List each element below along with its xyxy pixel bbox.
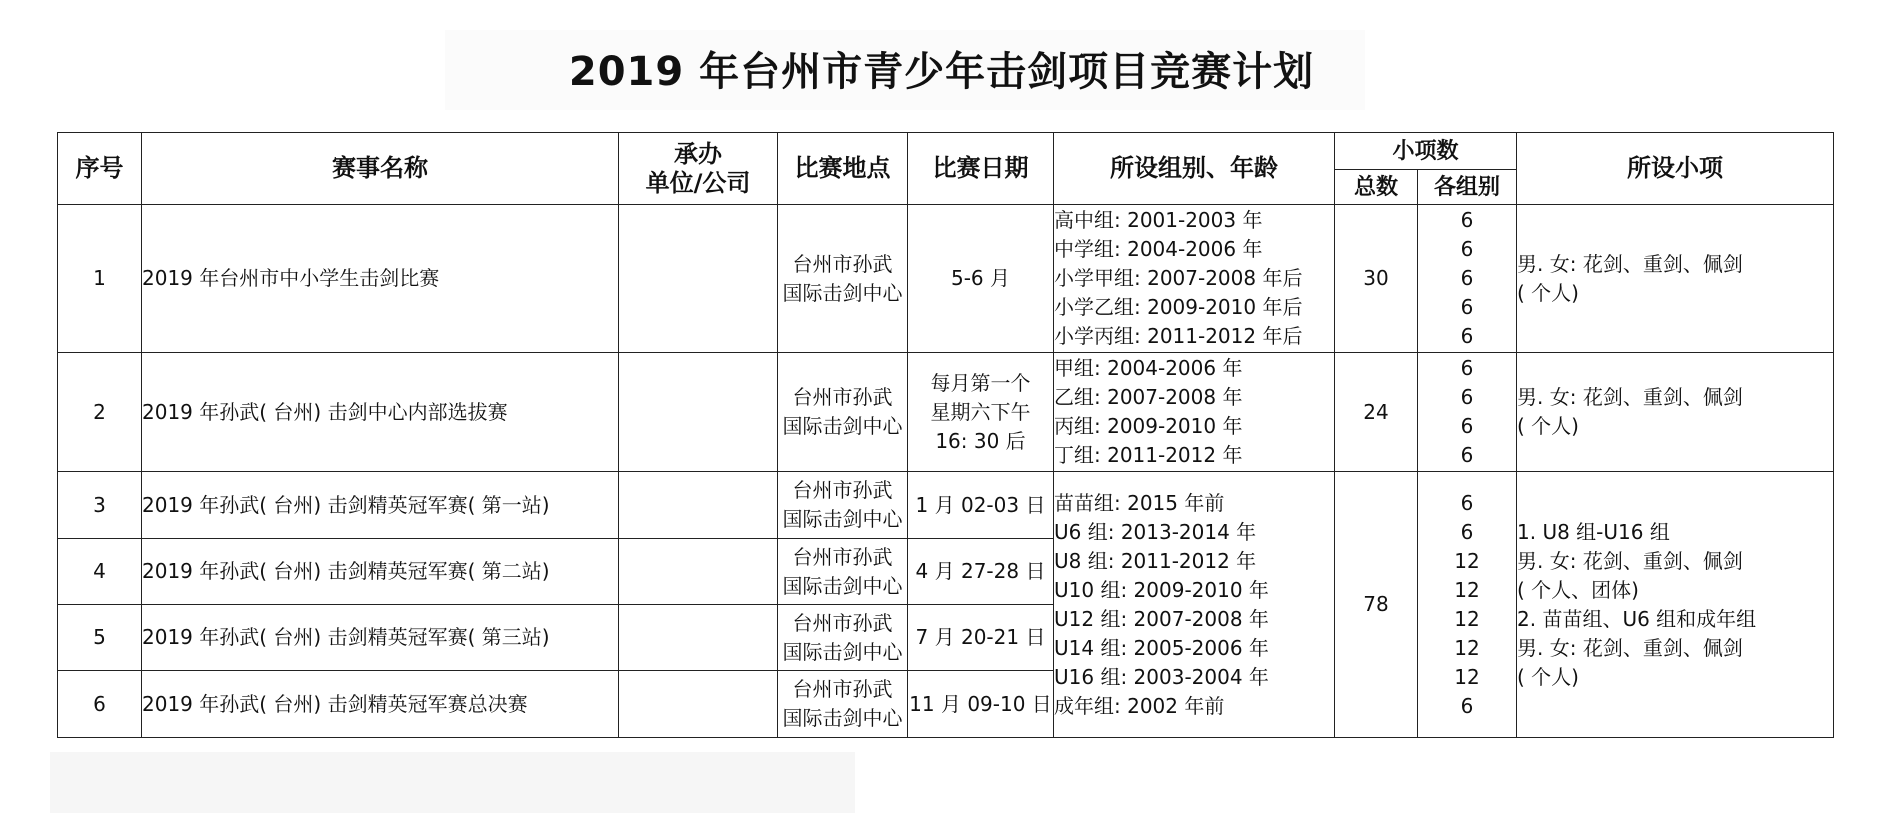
venue-line: 国际击剑中心 [782, 573, 903, 598]
per-group-count: 12 [1454, 577, 1480, 602]
table-row [58, 205, 1834, 353]
groups-cell [1054, 472, 1335, 738]
age-group-line: 苗苗组: 2015 年前 [1054, 490, 1225, 515]
items-cell [1517, 353, 1834, 472]
age-group-line: U10 组: 2009-2010 年 [1054, 577, 1269, 602]
groups-cell [1054, 205, 1335, 353]
header-row [58, 133, 1834, 170]
per-group-count: 6 [1460, 237, 1474, 261]
age-group-line: U12 组: 2007-2008 年 [1054, 606, 1269, 631]
per-group-count: 6 [1460, 693, 1474, 718]
header-groups-ages: 所设组别、年龄 [1054, 133, 1335, 205]
seq-cell: 2 [58, 353, 142, 472]
venue-line: 台州市孙武 [792, 478, 893, 502]
age-group-line: 乙组: 2007-2008 年 [1054, 385, 1243, 409]
item-line: ( 个人) [1517, 280, 1579, 305]
header-date: 比赛日期 [908, 133, 1054, 205]
header-organizer-line2: 单位/公司 [645, 168, 751, 197]
venue-cell [778, 539, 908, 605]
table-row [58, 472, 1834, 539]
header-seq: 序号 [58, 133, 142, 205]
venue-cell [778, 605, 908, 671]
total-cell: 24 [1335, 353, 1418, 472]
organizer-cell [619, 472, 778, 539]
date-cell: 4 月 27-28 日 [908, 539, 1054, 605]
age-group-line: U14 组: 2005-2006 年 [1054, 635, 1269, 660]
age-group-line: 成年组: 2002 年前 [1054, 693, 1225, 718]
date-cell: 7 月 20-21 日 [908, 605, 1054, 671]
item-line: 1. U8 组-U16 组 [1517, 519, 1670, 544]
per-group-cell [1418, 472, 1517, 738]
venue-cell [778, 671, 908, 738]
age-group-line: U16 组: 2003-2004 年 [1054, 664, 1269, 689]
item-line: 男. 女: 花剑、重剑、佩剑 [1517, 251, 1743, 276]
per-group-cell [1418, 205, 1517, 353]
date-cell: 5-6 月 [908, 205, 1054, 353]
header-items: 所设小项 [1517, 133, 1834, 205]
item-line: 男. 女: 花剑、重剑、佩剑 [1517, 635, 1743, 660]
age-group-line: 中学组: 2004-2006 年 [1054, 237, 1263, 261]
item-line: 2. 苗苗组、U6 组和成年组 [1517, 606, 1757, 631]
header-sub-item-count: 小项数 [1335, 133, 1517, 170]
age-group-line: 丁组: 2011-2012 年 [1054, 443, 1243, 467]
per-group-count: 6 [1460, 414, 1474, 438]
age-group-line: 小学甲组: 2007-2008 年后 [1054, 266, 1303, 290]
venue-cell [778, 353, 908, 472]
age-group-line: 高中组: 2001-2003 年 [1054, 208, 1263, 232]
scan-shade [50, 752, 855, 813]
header-venue: 比赛地点 [778, 133, 908, 205]
event-name-cell: 2019 年孙武( 台州) 击剑精英冠军赛( 第二站) [142, 539, 619, 605]
per-group-count: 6 [1460, 266, 1474, 290]
competition-schedule-table [57, 132, 1834, 738]
per-group-count: 6 [1460, 519, 1474, 544]
page-title: 2019 年台州市青少年击剑项目竞赛计划 [568, 49, 1315, 95]
total-cell: 30 [1335, 205, 1418, 353]
organizer-cell [619, 539, 778, 605]
seq-cell: 1 [58, 205, 142, 353]
venue-cell [778, 205, 908, 353]
venue-line: 台州市孙武 [792, 251, 893, 276]
per-group-count: 6 [1460, 208, 1474, 232]
date-cell: 1 月 02-03 日 [908, 472, 1054, 539]
date-line: 每月第一个 [930, 370, 1031, 395]
per-group-count: 6 [1460, 356, 1474, 380]
venue-line: 台州市孙武 [792, 385, 893, 409]
item-line: 男. 女: 花剑、重剑、佩剑 [1517, 385, 1743, 409]
seq-cell: 4 [58, 539, 142, 605]
header-per-group: 各组别 [1418, 170, 1517, 205]
venue-line: 国际击剑中心 [782, 414, 903, 438]
age-group-line: U8 组: 2011-2012 年 [1054, 548, 1257, 573]
venue-line: 台州市孙武 [792, 677, 893, 701]
age-group-line: 小学丙组: 2011-2012 年后 [1054, 324, 1303, 348]
item-line: 男. 女: 花剑、重剑、佩剑 [1517, 548, 1743, 573]
event-name-cell: 2019 年孙武( 台州) 击剑精英冠军赛( 第一站) [142, 472, 619, 539]
venue-line: 台州市孙武 [792, 544, 893, 569]
seq-cell: 5 [58, 605, 142, 671]
event-name-cell: 2019 年孙武( 台州) 击剑精英冠军赛( 第三站) [142, 605, 619, 671]
event-name-cell: 2019 年台州市中小学生击剑比赛 [142, 205, 619, 353]
venue-cell [778, 472, 908, 539]
event-name-cell: 2019 年孙武( 台州) 击剑中心内部选拔赛 [142, 353, 619, 472]
venue-line: 国际击剑中心 [782, 507, 903, 531]
venue-line: 国际击剑中心 [782, 280, 903, 305]
organizer-cell [619, 605, 778, 671]
per-group-count: 12 [1454, 635, 1480, 660]
venue-line: 国际击剑中心 [782, 639, 903, 664]
items-cell [1517, 472, 1834, 738]
groups-cell [1054, 353, 1335, 472]
items-cell [1517, 205, 1834, 353]
header-event-name: 赛事名称 [142, 133, 619, 205]
item-line: ( 个人) [1517, 414, 1579, 438]
per-group-count: 6 [1460, 443, 1474, 467]
per-group-count: 12 [1454, 548, 1480, 573]
date-line: 星期六下午 [930, 399, 1031, 424]
per-group-count: 12 [1454, 606, 1480, 631]
per-group-count: 6 [1460, 490, 1474, 515]
header-organizer [619, 133, 778, 205]
age-group-line: 甲组: 2004-2006 年 [1054, 356, 1243, 380]
date-cell: 11 月 09-10 日 [908, 671, 1054, 738]
age-group-line: 丙组: 2009-2010 年 [1054, 414, 1243, 438]
venue-line: 国际击剑中心 [782, 706, 903, 730]
event-name-cell: 2019 年孙武( 台州) 击剑精英冠军赛总决赛 [142, 671, 619, 738]
age-group-line: 小学乙组: 2009-2010 年后 [1054, 295, 1303, 319]
seq-cell: 3 [58, 472, 142, 539]
date-cell [908, 353, 1054, 472]
per-group-count: 6 [1460, 385, 1474, 409]
per-group-count: 12 [1454, 664, 1480, 689]
organizer-cell [619, 353, 778, 472]
table-row [58, 353, 1834, 472]
item-line: ( 个人) [1517, 664, 1579, 689]
per-group-count: 6 [1460, 295, 1474, 319]
age-group-line: U6 组: 2013-2014 年 [1054, 519, 1257, 544]
item-line: ( 个人、团体) [1517, 577, 1639, 602]
organizer-cell [619, 671, 778, 738]
header-total: 总数 [1335, 170, 1418, 205]
date-line: 16: 30 后 [935, 428, 1026, 453]
total-cell: 78 [1335, 472, 1418, 738]
header-organizer-line1: 承办 [674, 139, 722, 168]
organizer-cell [619, 205, 778, 353]
per-group-count: 6 [1460, 324, 1474, 348]
seq-cell: 6 [58, 671, 142, 738]
per-group-cell [1418, 353, 1517, 472]
venue-line: 台州市孙武 [792, 610, 893, 635]
